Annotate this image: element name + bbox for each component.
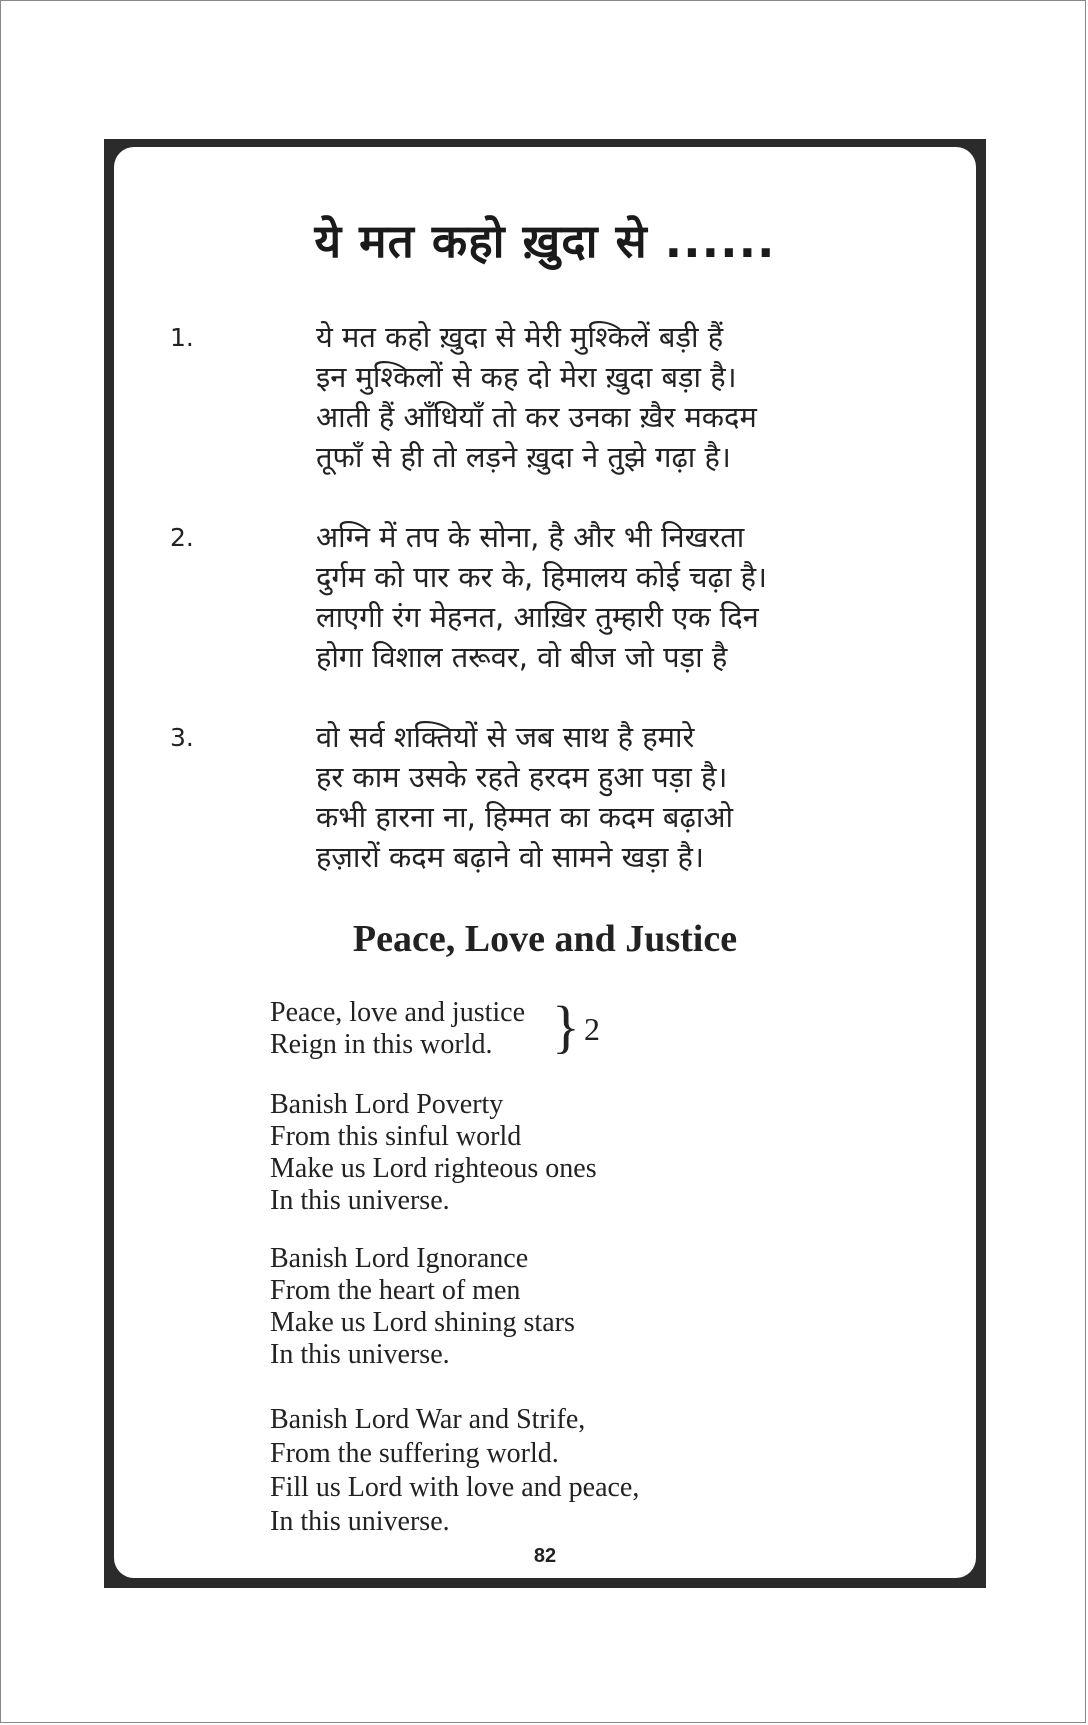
verse-line: From this sinful world [270, 1121, 522, 1152]
stanza-line: हज़ारों कदम बढ़ाने वो सामने खड़ा है। [316, 840, 704, 874]
verse-line: Make us Lord shining stars [270, 1307, 575, 1338]
english-verse-2 [270, 1243, 870, 1371]
refrain-line: Reign in this world. [270, 1029, 493, 1060]
stanza-line: तूफाँ से ही तो लड़ने ख़ुदा ने तुझे गढ़ा है। [316, 440, 731, 474]
english-refrain [270, 994, 870, 1061]
verse-line: Banish Lord War and Strife, [270, 1404, 586, 1435]
stanza-line: दुर्गम को पार कर के, हिमालय कोई चढ़ा है। [316, 560, 767, 594]
stanza-line: कभी हारना ना, हिम्मत का कदम बढ़ाओ [316, 800, 733, 834]
stanza-line: लाएगी रंग मेहनत, आख़िर तुम्हारी एक दिन [316, 600, 759, 634]
stanza-line: हर काम उसके रहते हरदम हुआ पड़ा है। [316, 760, 728, 794]
verse-line: Fill us Lord with love and peace, [270, 1472, 640, 1503]
refrain-line: Peace, love and justice [270, 997, 526, 1028]
verse-line: Banish Lord Ignorance [270, 1243, 529, 1274]
verse-line: In this universe. [270, 1506, 450, 1537]
stanza-line: होगा विशाल तरूवर, वो बीज जो पड़ा है [316, 640, 728, 674]
english-verse-3 [270, 1403, 870, 1539]
verse-line: From the heart of men [270, 1275, 521, 1306]
verse-line: In this universe. [270, 1339, 450, 1370]
stanza-number: 1. [170, 323, 194, 352]
page-number: 82 [533, 1545, 557, 1567]
verse-line: Make us Lord righteous ones [270, 1153, 597, 1184]
stanza-number: 3. [170, 723, 194, 752]
stanza-line: ये मत कहो ख़ुदा से मेरी मुश्किलें बड़ी हैं [316, 320, 724, 354]
content-panel [114, 147, 976, 1578]
verse-line: In this universe. [270, 1185, 450, 1216]
stanza-line: वो सर्व शक्तियों से जब साथ है हमारे [316, 720, 695, 754]
hindi-song-title: ये मत कहो ख़ुदा से ...... [314, 214, 776, 268]
english-song-title: Peace, Love and Justice [352, 918, 738, 960]
repeat-brace: } [552, 994, 580, 1059]
verse-line: Banish Lord Poverty [270, 1089, 504, 1120]
repeat-count: 2 [584, 1011, 600, 1047]
stanza-number: 2. [170, 523, 194, 552]
stanza-line: इन मुश्किलों से कह दो मेरा ख़ुदा बड़ा है। [316, 360, 737, 394]
stanza-line: आती हैं आँधियाँ तो कर उनका ख़ैर मकदम [316, 400, 757, 434]
verse-line: From the suffering world. [270, 1438, 559, 1469]
stanza-line: अग्नि में तप के सोना, है और भी निखरता [316, 520, 745, 554]
english-verse-1 [270, 1089, 870, 1217]
page-frame [104, 139, 986, 1588]
